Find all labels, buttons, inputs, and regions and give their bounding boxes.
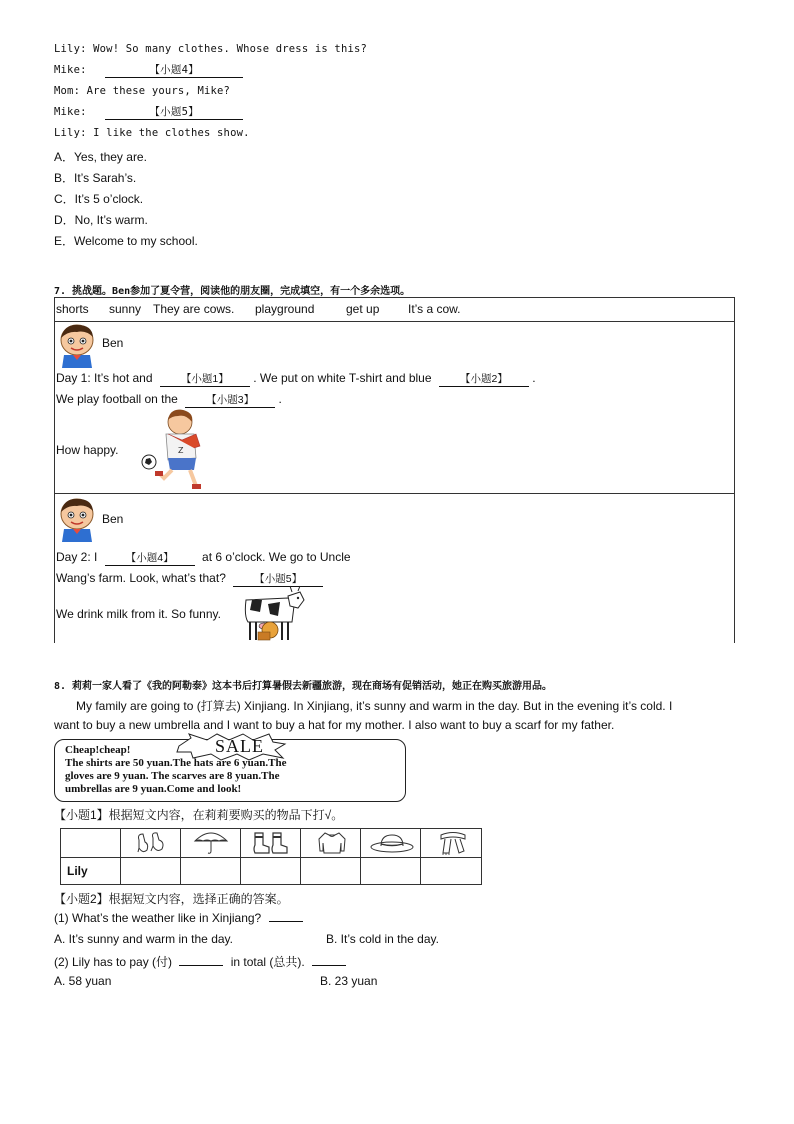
answer-blank-q1[interactable] (269, 921, 303, 922)
dialogue-line-mom: Mom: Are these yours, Mike? (54, 85, 231, 97)
boy-avatar-icon (56, 322, 98, 368)
post-1-line-2 (56, 392, 282, 408)
word-bank-item: shorts (56, 302, 89, 316)
hat-icon (369, 833, 415, 853)
answer-blank-5[interactable]: 【小题5】 (105, 106, 243, 120)
socks-icon (251, 831, 291, 855)
post-1-line-1 (56, 371, 536, 387)
text: Day 2: I (56, 550, 98, 564)
question-1-option-a: A. It’s sunny and warm in the day. (54, 932, 233, 946)
option-e: E．Welcome to my school. (54, 234, 198, 248)
cow-icon (240, 586, 306, 642)
post-1-line-3: How happy. (56, 443, 119, 457)
answer-blank-3[interactable]: 【小题3】 (185, 394, 275, 408)
question-7-title: 7. 挑战题。Ben参加了夏令营，阅读他的朋友圈，完成填空，有一个多余选项。 (54, 286, 411, 297)
speaker-mike: Mike: (54, 64, 87, 76)
scarf-icon (437, 831, 469, 855)
text: Day 1: It’s hot and (56, 371, 153, 385)
dialogue-line-lily-2: Lily: I like the clothes show. (54, 127, 250, 139)
answer-blank-5[interactable]: 【小题5】 (233, 573, 323, 587)
option-d: D．No, It’s warm. (54, 213, 148, 227)
word-bank-item: It’s a cow. (408, 302, 461, 316)
check-cell-socks[interactable] (241, 858, 301, 885)
word-bank-item: playground (255, 302, 315, 316)
post-2-username: Ben (102, 512, 124, 526)
text: . (532, 371, 536, 385)
text: We play football on the (56, 392, 178, 406)
post-2-line-3: We drink milk from it. So funny. (56, 607, 221, 621)
word-bank-item: They are cows. (153, 302, 235, 316)
text: . We put on white T-shirt and blue (253, 371, 432, 385)
post-2-line-2 (56, 571, 323, 587)
check-cell-hat[interactable] (361, 858, 421, 885)
word-bank (55, 302, 734, 322)
answer-blank-4[interactable]: 【小题4】 (105, 552, 195, 566)
check-cell-scarf[interactable] (421, 858, 481, 885)
row-divider (55, 493, 734, 494)
dialogue-line-mike-1 (54, 64, 243, 78)
umbrella-icon (193, 831, 229, 855)
boy-avatar-icon (56, 496, 98, 542)
option-b: B．It’s Sarah’s. (54, 171, 137, 185)
answer-blank-2[interactable]: 【小题2】 (439, 373, 529, 387)
question-2-option-b: B. 23 yuan (320, 974, 378, 988)
question-1-option-b: B. It’s cold in the day. (326, 932, 439, 946)
sale-line-4: umbrellas are 9 yuan.Come and look! (65, 783, 242, 795)
sweater-icon (317, 831, 347, 855)
question-8-title: 8. 莉莉一家人看了《我的阿勒泰》这本书后打算暑假去新疆旅游，现在商场有促销活动，她正在购买旅游用品。 (54, 681, 553, 692)
question-2-option-a: A. 58 yuan (54, 974, 112, 988)
check-cell-umbrella[interactable] (181, 858, 241, 885)
answer-blank-4[interactable]: 【小题4】 (105, 64, 243, 78)
text: (1) What’s the weather like in Xinjiang? (54, 911, 262, 925)
sale-banner (54, 736, 406, 802)
sale-line-1: Cheap!cheap! (65, 744, 131, 756)
row-divider (55, 321, 734, 322)
answer-blank-q2[interactable] (312, 965, 346, 966)
shopping-table (60, 828, 482, 885)
post-2-line-1 (56, 550, 351, 566)
text: Wang’s farm. Look, what’s that? (56, 571, 226, 585)
text: at 6 o’clock. We go to Uncle (202, 550, 351, 564)
option-c: C．It’s 5 o’clock. (54, 192, 144, 206)
svg-text:Z: Z (178, 446, 184, 455)
text: . (278, 392, 282, 406)
question-1-line (54, 911, 303, 925)
passage-line-2: want to buy a new umbrella and I want to buy a hat for my mother. I also want to buy a scarf for my father. (54, 718, 615, 732)
word-bank-item: sunny (109, 302, 142, 316)
sale-line-2: The shirts are 50 yuan.The hats are 6 yuan.The (65, 757, 287, 769)
passage-line-1: My family are going to (打算去) Xinjiang. In Xinjiang, it’s sunny and warm in the day. But in the evening it’s cold. I (76, 699, 673, 713)
text: (2) Lily has to pay (付) (54, 955, 173, 969)
check-cell-gloves[interactable] (121, 858, 181, 885)
sub-question-2-title: 【小题2】根据短文内容，选择正确的答案。 (54, 892, 289, 906)
gloves-icon (135, 832, 167, 854)
answer-blank-total[interactable] (179, 965, 223, 966)
dialogue-line-mike-2 (54, 106, 243, 120)
boy-playing-football-icon (138, 408, 214, 492)
text: in total (总共). (230, 955, 305, 969)
sale-line-3: gloves are 9 yuan. The scarves are 8 yuan.The (65, 770, 280, 782)
dialogue-line-lily-1: Lily: Wow! So many clothes. Whose dress is this? (54, 43, 368, 55)
sub-question-1-title: 【小题1】根据短文内容，在莉莉要购买的物品下打√。 (54, 808, 344, 822)
word-bank-item: get up (346, 302, 380, 316)
post-1-username: Ben (102, 336, 124, 350)
option-a: A．Yes, they are. (54, 150, 147, 164)
table-row-label: Lily (67, 864, 88, 878)
sale-title: SALE (215, 736, 264, 756)
question-2-line (54, 953, 346, 970)
answer-blank-1[interactable]: 【小题1】 (160, 373, 250, 387)
speaker-mike: Mike: (54, 106, 87, 118)
check-cell-sweater[interactable] (301, 858, 361, 885)
